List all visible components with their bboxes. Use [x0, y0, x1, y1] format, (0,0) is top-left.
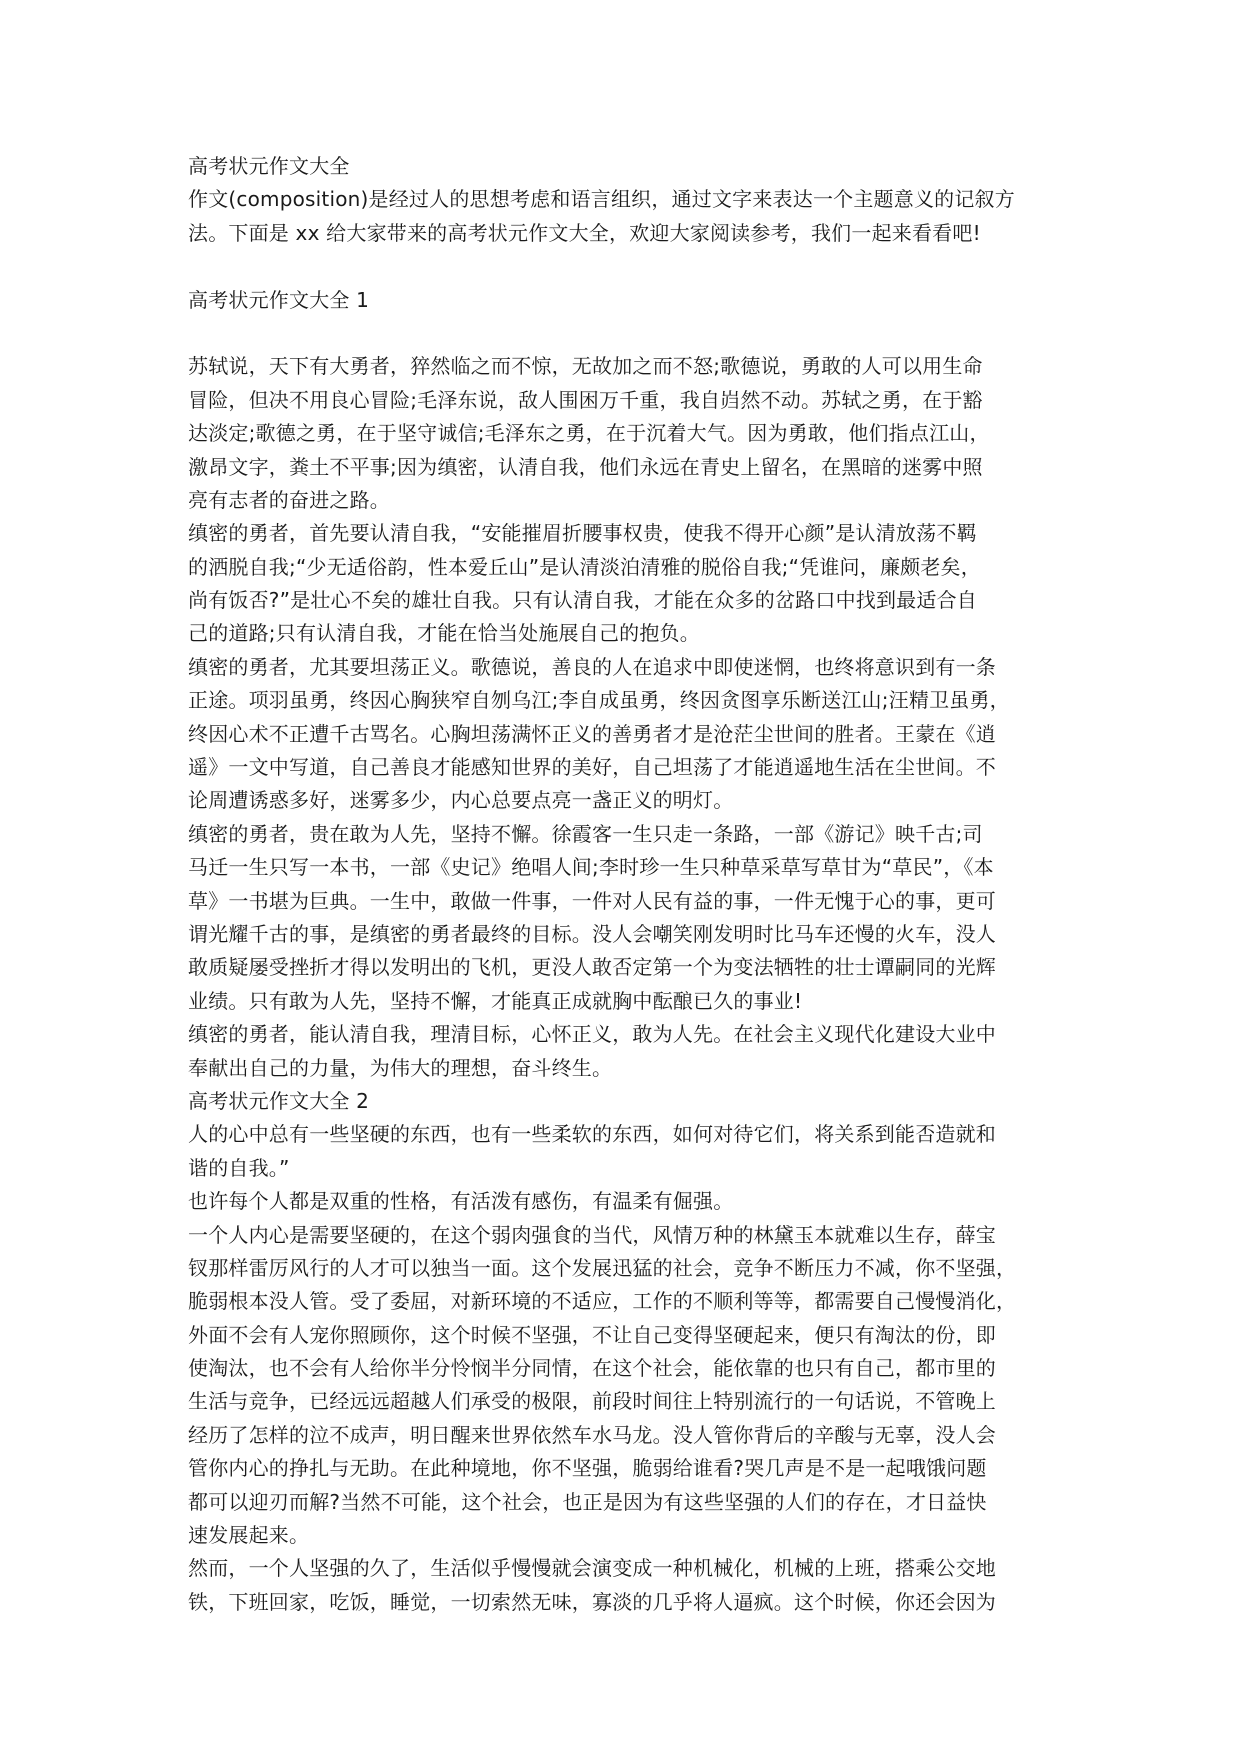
text-line: 都可以迎刃而解?当然不可能，这个社会，也正是因为有这些坚强的人们的存在，才日益快	[188, 1489, 987, 1514]
text-line: 业绩。只有敢为人先，坚持不懈，才能真正成就胸中酝酿已久的事业!	[188, 988, 803, 1013]
text-line: 缜密的勇者，能认清自我，理清目标，心怀正义，敢为人先。在社会主义现代化建设大业中	[188, 1022, 996, 1047]
text-line: 正途。项羽虽勇，终因心胸狭窄自刎乌江;李自成虽勇，终因贪图享乐断送江山;汪精卫虽勇，	[188, 688, 1010, 713]
section-1-heading: 高考状元作文大全 1	[188, 287, 370, 312]
text-line: 缜密的勇者，贵在敢为人先，坚持不懈。徐霞客一生只走一条路，一部《游记》映千古;司	[188, 821, 983, 846]
text-line: 速发展起来。	[188, 1523, 310, 1548]
text-line: 经历了怎样的泣不成声，明日醒来世界依然车水马龙。没人管你背后的辛酸与无辜，没人会	[188, 1422, 996, 1447]
text-line: 冒险，但决不用良心冒险;毛泽东说，敌人围困万千重，我自岿然不动。苏轼之勇，在于豁	[188, 387, 983, 412]
text-line: 谐的自我。”	[188, 1155, 290, 1180]
text-line: 铁，下班回家，吃饭，睡觉，一切索然无味，寡淡的几乎将人逼疯。这个时候，你还会因为	[188, 1589, 996, 1614]
blank-line	[188, 250, 1060, 283]
text-line: 草》一书堪为巨典。一生中，敢做一件事，一件对人民有益的事，一件无愧于心的事，更可	[188, 888, 996, 913]
text-line: 苏轼说，天下有大勇者，猝然临之而不惊，无故加之而不怒;歌德说，勇敢的人可以用生命	[188, 354, 983, 379]
section-2-heading: 高考状元作文大全 2	[188, 1088, 370, 1113]
text-line: 的洒脱自我;“少无适俗韵，性本爱丘山”是认清淡泊清雅的脱俗自我;“凭谁问，廉颇老矣，	[188, 554, 981, 579]
text-line: 生活与竞争，已经远远超越人们承受的极限，前段时间往上特别流行的一句话说，不管晚上	[188, 1389, 996, 1414]
text-line: 谓光耀千古的事，是缜密的勇者最终的目标。没人会嘲笑刚发明时比马车还慢的火车，没人	[188, 921, 996, 946]
text-line: 奉献出自己的力量，为伟大的理想，奋斗终生。	[188, 1055, 613, 1080]
text-line: 终因心术不正遭千古骂名。心胸坦荡满怀正义的善勇者才是沧茫尘世间的胜者。王蒙在《逍	[188, 721, 996, 746]
blank-line	[188, 317, 1060, 350]
text-line: 缜密的勇者，尤其要坦荡正义。歌德说，善良的人在追求中即使迷惘，也终将意识到有一条	[188, 654, 996, 679]
text-line: 尚有饭否?”是壮心不矣的雄壮自我。只有认清自我，才能在众多的岔路口中找到最适合自	[188, 588, 977, 613]
text-line: 使淘汰，也不会有人给你半分怜悯半分同情，在这个社会，能依靠的也只有自己，都市里的	[188, 1356, 996, 1381]
text-line: 钗那样雷厉风行的人才可以独当一面。这个发展迅猛的社会，竞争不断压力不减，你不坚强，	[188, 1255, 1017, 1280]
text-line: 激昂文字，粪土不平事;因为缜密，认清自我，他们永远在青史上留名，在黑暗的迷雾中照	[188, 454, 983, 479]
section-2-body	[188, 1118, 1060, 1619]
text-line: 己的道路;只有认清自我，才能在恰当处施展自己的抱负。	[188, 621, 700, 646]
text-line: 敢质疑屡受挫折才得以发明出的飞机，更没人敢否定第一个为变法牺牲的壮士谭嗣同的光辉	[188, 955, 996, 980]
text-line: 一个人内心是需要坚硬的，在这个弱肉强食的当代，风情万种的林黛玉本就难以生存，薛宝	[188, 1222, 996, 1247]
text-line: 人的心中总有一些坚硬的东西，也有一些柔软的东西，如何对待它们，将关系到能否造就和	[188, 1122, 996, 1147]
text-line: 也许每个人都是双重的性格，有活泼有感伤，有温柔有倔强。	[188, 1189, 734, 1214]
section-1-body	[188, 350, 1060, 1085]
document-body	[188, 150, 1060, 1619]
text-line: 外面不会有人宠你照顾你，这个时候不坚强，不让自己变得坚硬起来，便只有淘汰的份，即	[188, 1322, 996, 1347]
text-line: 脆弱根本没人管。受了委屈，对新环境的不适应，工作的不顺利等等，都需要自己慢慢消化，	[188, 1289, 1017, 1314]
intro-paragraph	[188, 183, 1060, 250]
text-line: 缜密的勇者，首先要认清自我，“安能摧眉折腰事权贵，使我不得开心颜”是认清放荡不羁	[188, 521, 977, 546]
text-line: 管你内心的挣扎与无助。在此种境地，你不坚强，脆弱给谁看?哭几声是不是一起哦饿问题	[188, 1456, 987, 1481]
text-line: 然而，一个人坚强的久了，生活似乎慢慢就会演变成一种机械化，机械的上班，搭乘公交地	[188, 1556, 996, 1581]
text-line: 亮有志者的奋进之路。	[188, 487, 390, 512]
text-line: 达淡定;歌德之勇，在于坚守诚信;毛泽东之勇，在于沉着大气。因为勇敢，他们指点江山，	[188, 421, 990, 446]
text-line: 马迁一生只写一本书，一部《史记》绝唱人间;李时珍一生只种草采草写草甘为“草民”，《本	[188, 855, 994, 880]
intro-line: 作文(composition)是经过人的思想考虑和语言组织，通过文字来表达一个主题意义的记叙方	[188, 187, 1015, 212]
intro-line: 法。下面是 xx 给大家带来的高考状元作文大全，欢迎大家阅读参考，我们一起来看看吧!	[188, 220, 981, 245]
text-line: 论周遭诱惑多好，迷雾多少，内心总要点亮一盏正义的明灯。	[188, 788, 734, 813]
document-title: 高考状元作文大全	[188, 154, 350, 178]
text-line: 遥》一文中写道，自己善良才能感知世界的美好，自己坦荡了才能逍遥地生活在尘世间。不	[188, 755, 996, 780]
